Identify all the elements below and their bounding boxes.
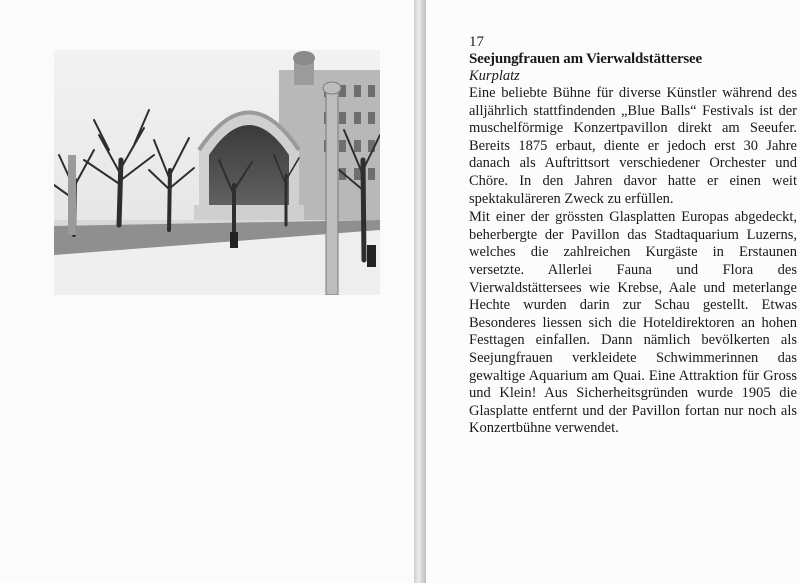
article-subtitle: Kurplatz [469,68,520,84]
pavilion-photo [54,50,380,295]
paragraph: Eine beliebte Bühne für diverse Künstler während des alljährlich stattfindenden „Blue Balls“ Festivals ist der muschelförmige Konzertpavillon direkt am Seeufer. Bereits 1875 erbaut, diente er jedoch erst 30 Jahre danach als Auftrittsort verschiedener Orchester und Chöre. In den Jahren davor hatte er einen weit spektakuläreren Zweck zu erfüllen. [469,85,797,207]
book-gutter [414,0,426,583]
pavilion-photo-image [54,50,380,295]
article-title: Seejungfrauen am Vierwaldstättersee [469,51,702,67]
article [469,33,797,438]
paragraph: Mit einer der grössten Glasplatten Europas abgedeckt, beherbergte der Pavillon das Stadtaquarium Luzerns, welches die zahlreichen Kurgäste in Erstaunen versetzte. Allerlei Fauna und Flora des Vierwaldstättersees wie Krebse, Aale und meterlange Hechte wurden darin zur Schau gestellt. Etwas Besonderes liessen sich die Hoteldirektoren an hohen Festtagen einfallen. Dann nämlich bevölkerten als Seejungfrauen verkleidete Schwimmerinnen das gewaltige Aquarium am Quai. Eine Attraktion für Gross und Klein! Aus Sicherheitsgründen wurde 1905 die Glasplatte entfernt und der Pavillon fortan nur noch als Konzertbühne verwendet. [469,209,797,437]
page-number: 17 [469,34,484,50]
